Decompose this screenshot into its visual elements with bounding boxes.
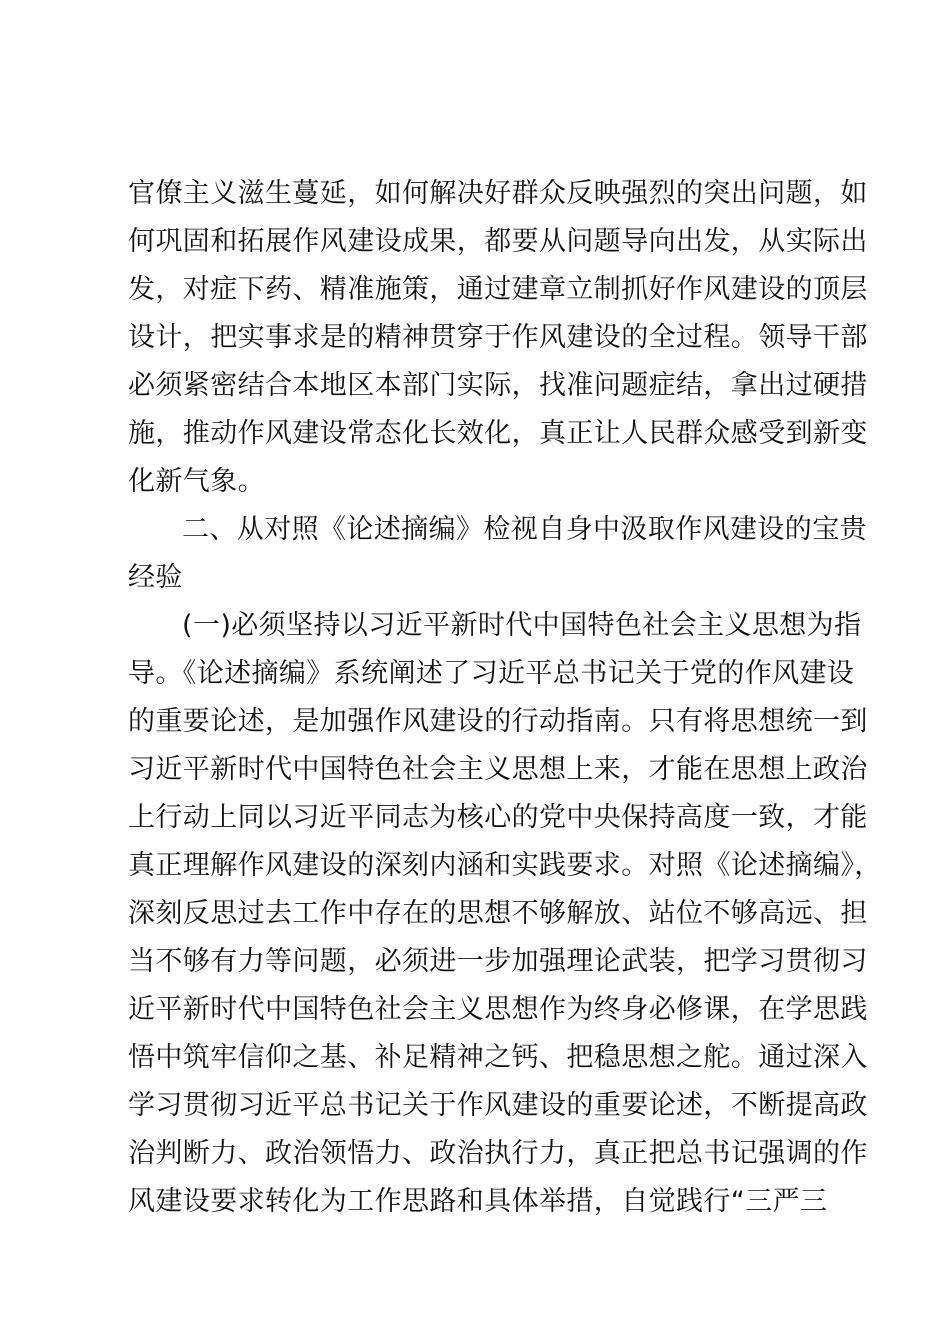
text-line: 设计，把实事求是的精神贯穿于作风建设的全过程。领导干部 <box>128 322 868 353</box>
text-line: 施，推动作风建设常态化长效化，真正让人民群众感受到新变 <box>128 418 868 449</box>
text-line: (一)必须坚持以习近平新时代中国特色社会主义思想为指 <box>182 610 862 641</box>
text-line: 近平新时代中国特色社会主义思想作为终身必修课，在学思践 <box>128 994 868 1025</box>
text-line: 上行动上同以习近平同志为核心的党中央保持高度一致，才能 <box>128 802 868 833</box>
document-page <box>128 0 882 1344</box>
text-line: 官僚主义滋生蔓延，如何解决好群众反映强烈的突出问题，如 <box>128 178 868 209</box>
text-line: 深刻反思过去工作中存在的思想不够解放、站位不够高远、担 <box>128 898 868 929</box>
text-line: 何巩固和拓展作风建设成果，都要从问题导向出发，从实际出 <box>128 226 868 257</box>
text-line: 发，对症下药、精准施策，通过建章立制抓好作风建设的顶层 <box>128 274 868 305</box>
text-line: 必须紧密结合本地区本部门实际，找准问题症结，拿出过硬措 <box>128 370 868 401</box>
text-line: 习近平新时代中国特色社会主义思想上来，才能在思想上政治 <box>128 754 868 785</box>
text-line: 化新气象。 <box>128 466 265 497</box>
text-line: 治判断力、政治领悟力、政治执行力，真正把总书记强调的作 <box>128 1138 868 1169</box>
text-line: 导。《论述摘编》系统阐述了习近平总书记关于党的作风建设 <box>128 658 855 689</box>
section-heading-line: 经验 <box>128 562 183 593</box>
text-line: 学习贯彻习近平总书记关于作风建设的重要论述，不断提高政 <box>128 1090 868 1121</box>
text-line: 当不够有力等问题，必须进一步加强理论武装，把学习贯彻习 <box>128 946 868 977</box>
section-heading-line: 二、从对照《论述摘编》检视自身中汲取作风建设的宝贵 <box>182 514 867 545</box>
text-line: 风建设要求转化为工作思路和具体举措，自觉践行“三严三 <box>128 1186 828 1217</box>
text-line: 悟中筑牢信仰之基、补足精神之钙、把稳思想之舵。通过深入 <box>128 1042 868 1073</box>
text-line: 的重要论述，是加强作风建设的行动指南。只有将思想统一到 <box>128 706 868 737</box>
text-line: 真正理解作风建设的深刻内涵和实践要求。对照《论述摘编》， <box>128 850 882 881</box>
